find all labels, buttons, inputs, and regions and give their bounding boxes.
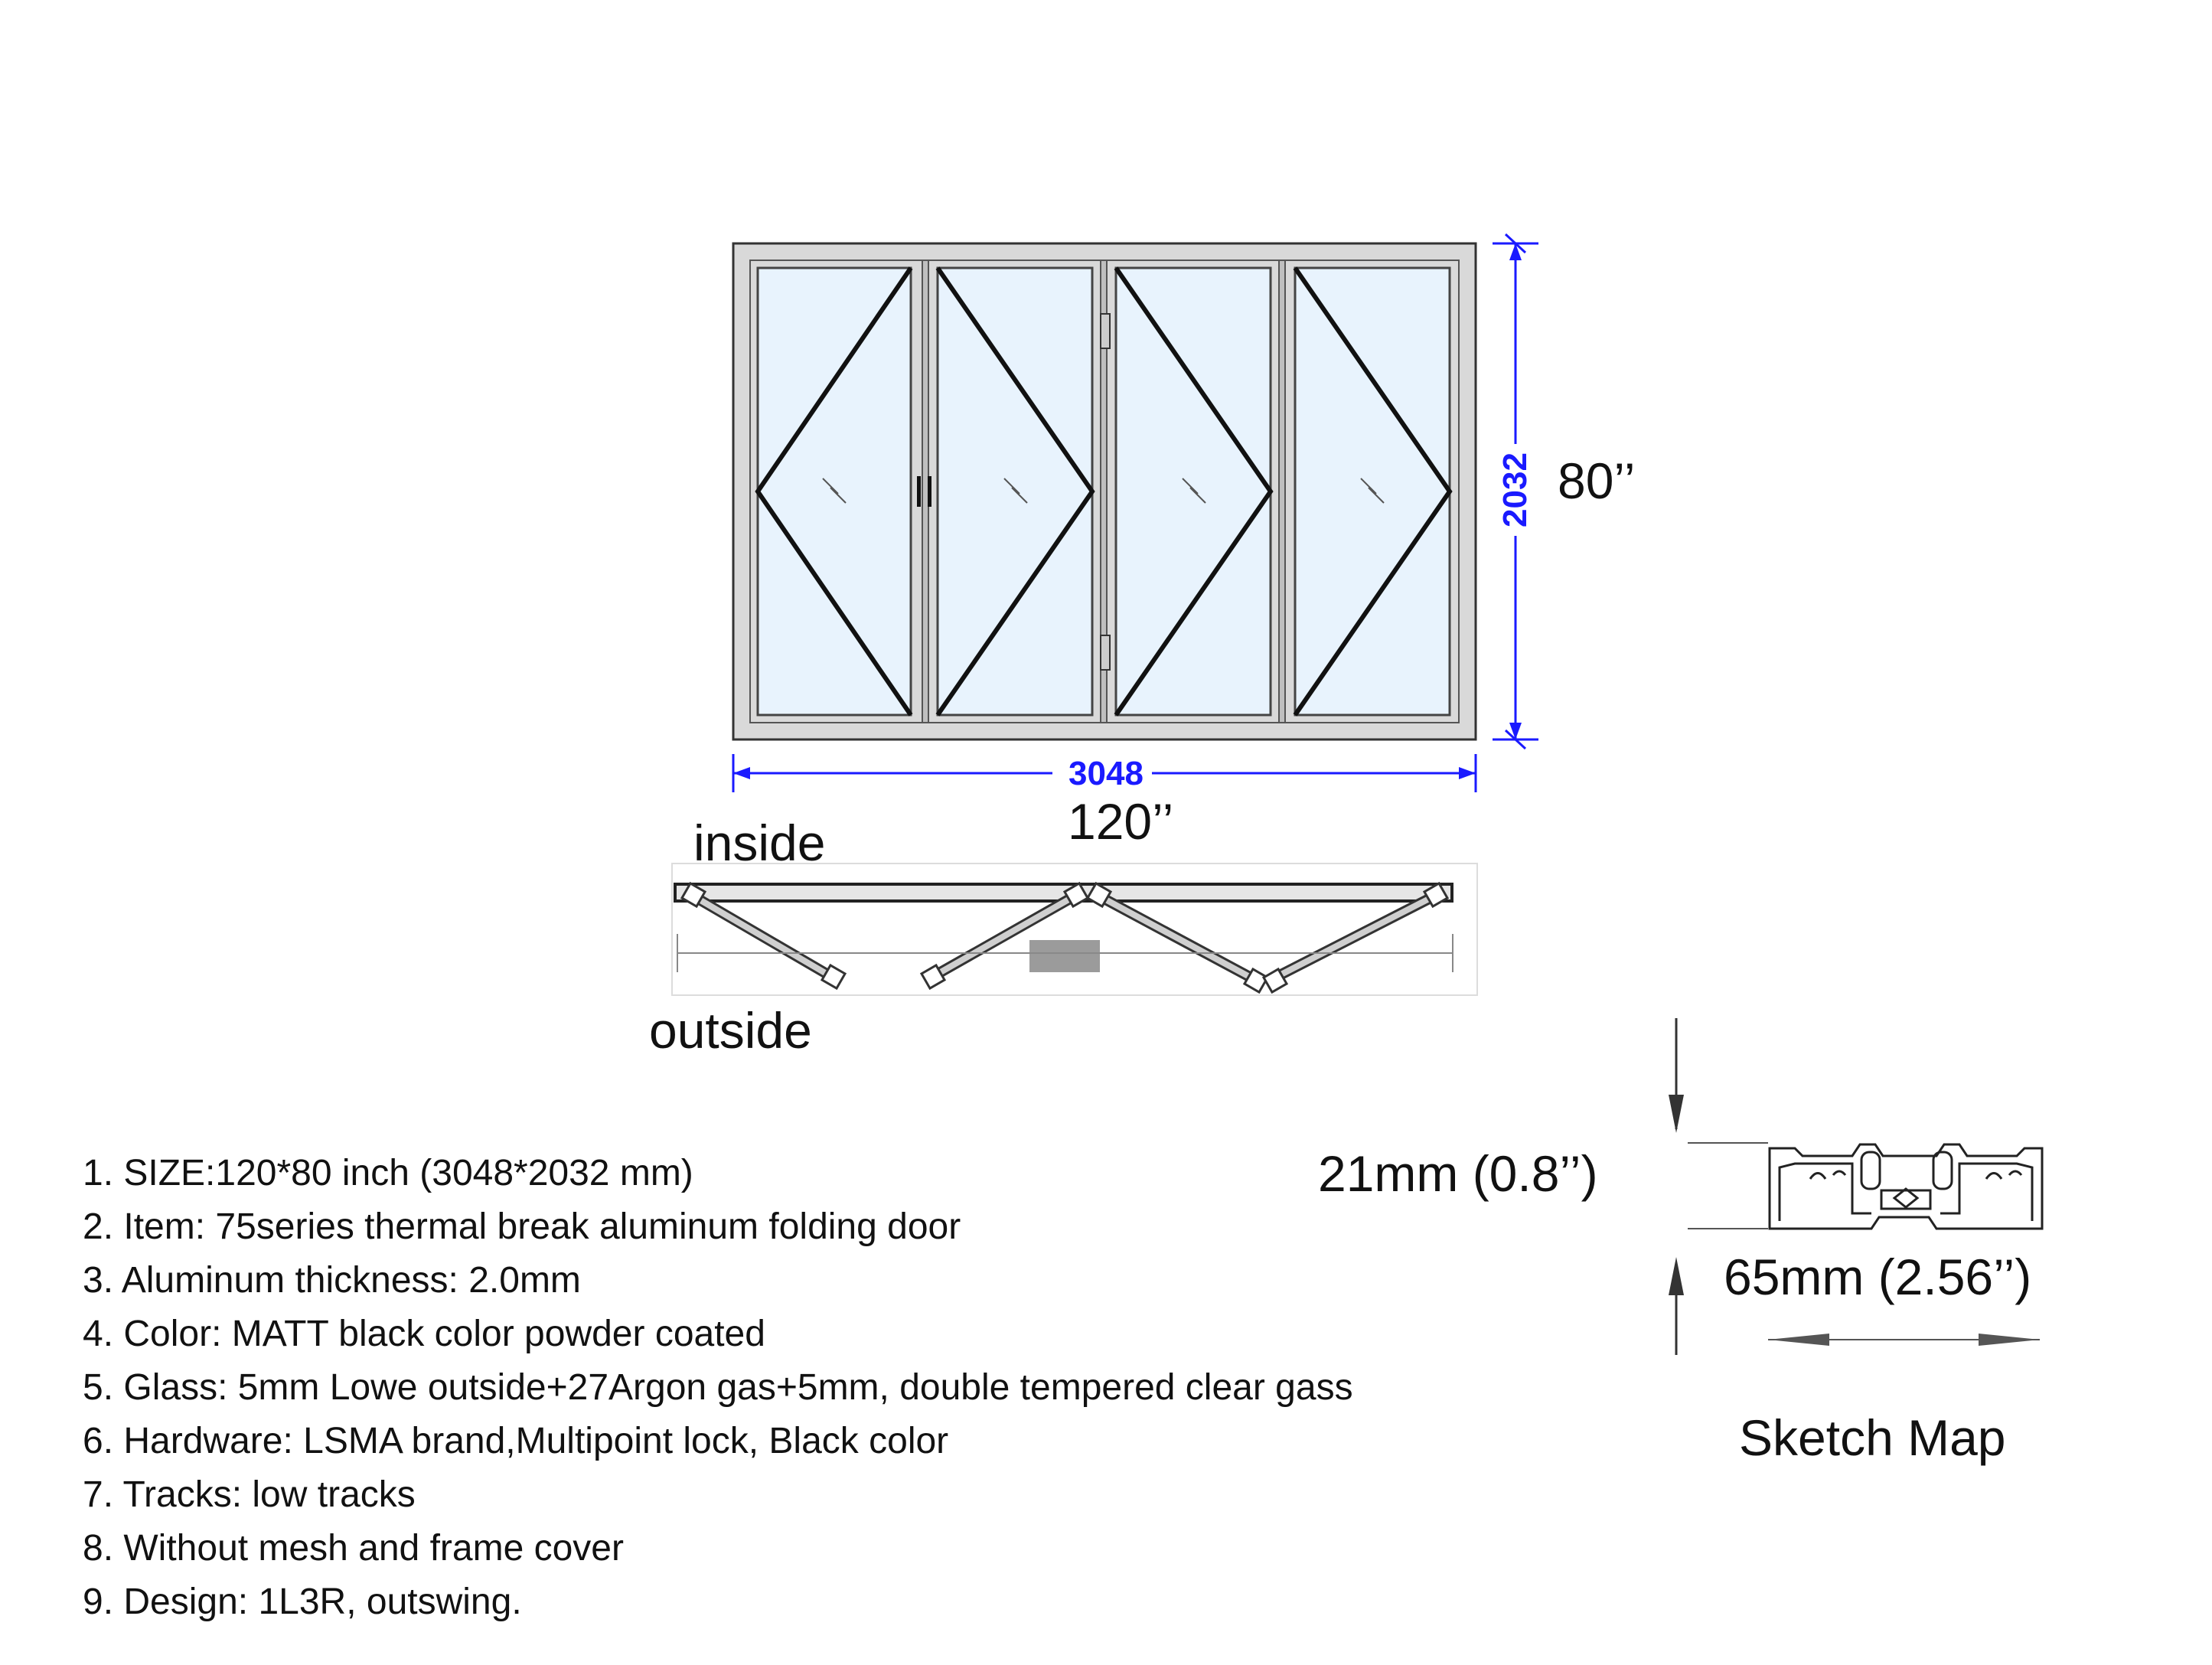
- spec-item: 1. SIZE:120*80 inch (3048*2032 mm): [83, 1153, 693, 1193]
- sketch-map-caption: Sketch Map: [1739, 1409, 2006, 1466]
- spec-item: 2. Item: 75series thermal break aluminum folding door: [83, 1206, 961, 1247]
- inside-label: inside: [693, 815, 826, 871]
- spec-item: 5. Glass: 5mm Lowe outside+27Argon gas+5mm, double tempered clear gass: [83, 1367, 1353, 1408]
- spec-list: [83, 1147, 1353, 1629]
- spec-item: 8. Without mesh and frame cover: [83, 1528, 624, 1569]
- spec-item: 7. Tracks: low tracks: [83, 1474, 416, 1515]
- spec-item: 4. Color: MATT black color powder coated: [83, 1314, 765, 1354]
- width-inch-label: 120’’: [1068, 793, 1174, 850]
- width-mm-label: 3048: [1068, 755, 1144, 792]
- profile-height-label: 21mm (0.8’’): [1318, 1145, 1598, 1202]
- hinge-icon: [1101, 314, 1110, 348]
- outside-label: outside: [649, 1002, 812, 1059]
- panel-2: [928, 260, 1101, 723]
- spec-item: 6. Hardware: LSMA brand,Multipoint lock, Black color: [83, 1421, 949, 1461]
- spec-item: 9. Design: 1L3R, outswing.: [83, 1582, 522, 1622]
- hinge-icon: [1101, 635, 1110, 670]
- height-mm-label: 2032: [1496, 452, 1534, 527]
- profile-width-label: 65mm (2.56’’): [1724, 1249, 2032, 1305]
- front-elevation: [733, 243, 1476, 739]
- height-inch-label: 80’’: [1558, 452, 1636, 509]
- spec-item: 3. Aluminum thickness: 2.0mm: [83, 1260, 581, 1301]
- panel-3: [1107, 260, 1279, 723]
- panel-4: [1285, 260, 1459, 723]
- panel-1: [750, 260, 922, 723]
- plan-view: [672, 864, 1477, 995]
- blurred-mark: [1029, 940, 1100, 972]
- handle-icon: [928, 476, 931, 507]
- handle-icon: [917, 476, 921, 507]
